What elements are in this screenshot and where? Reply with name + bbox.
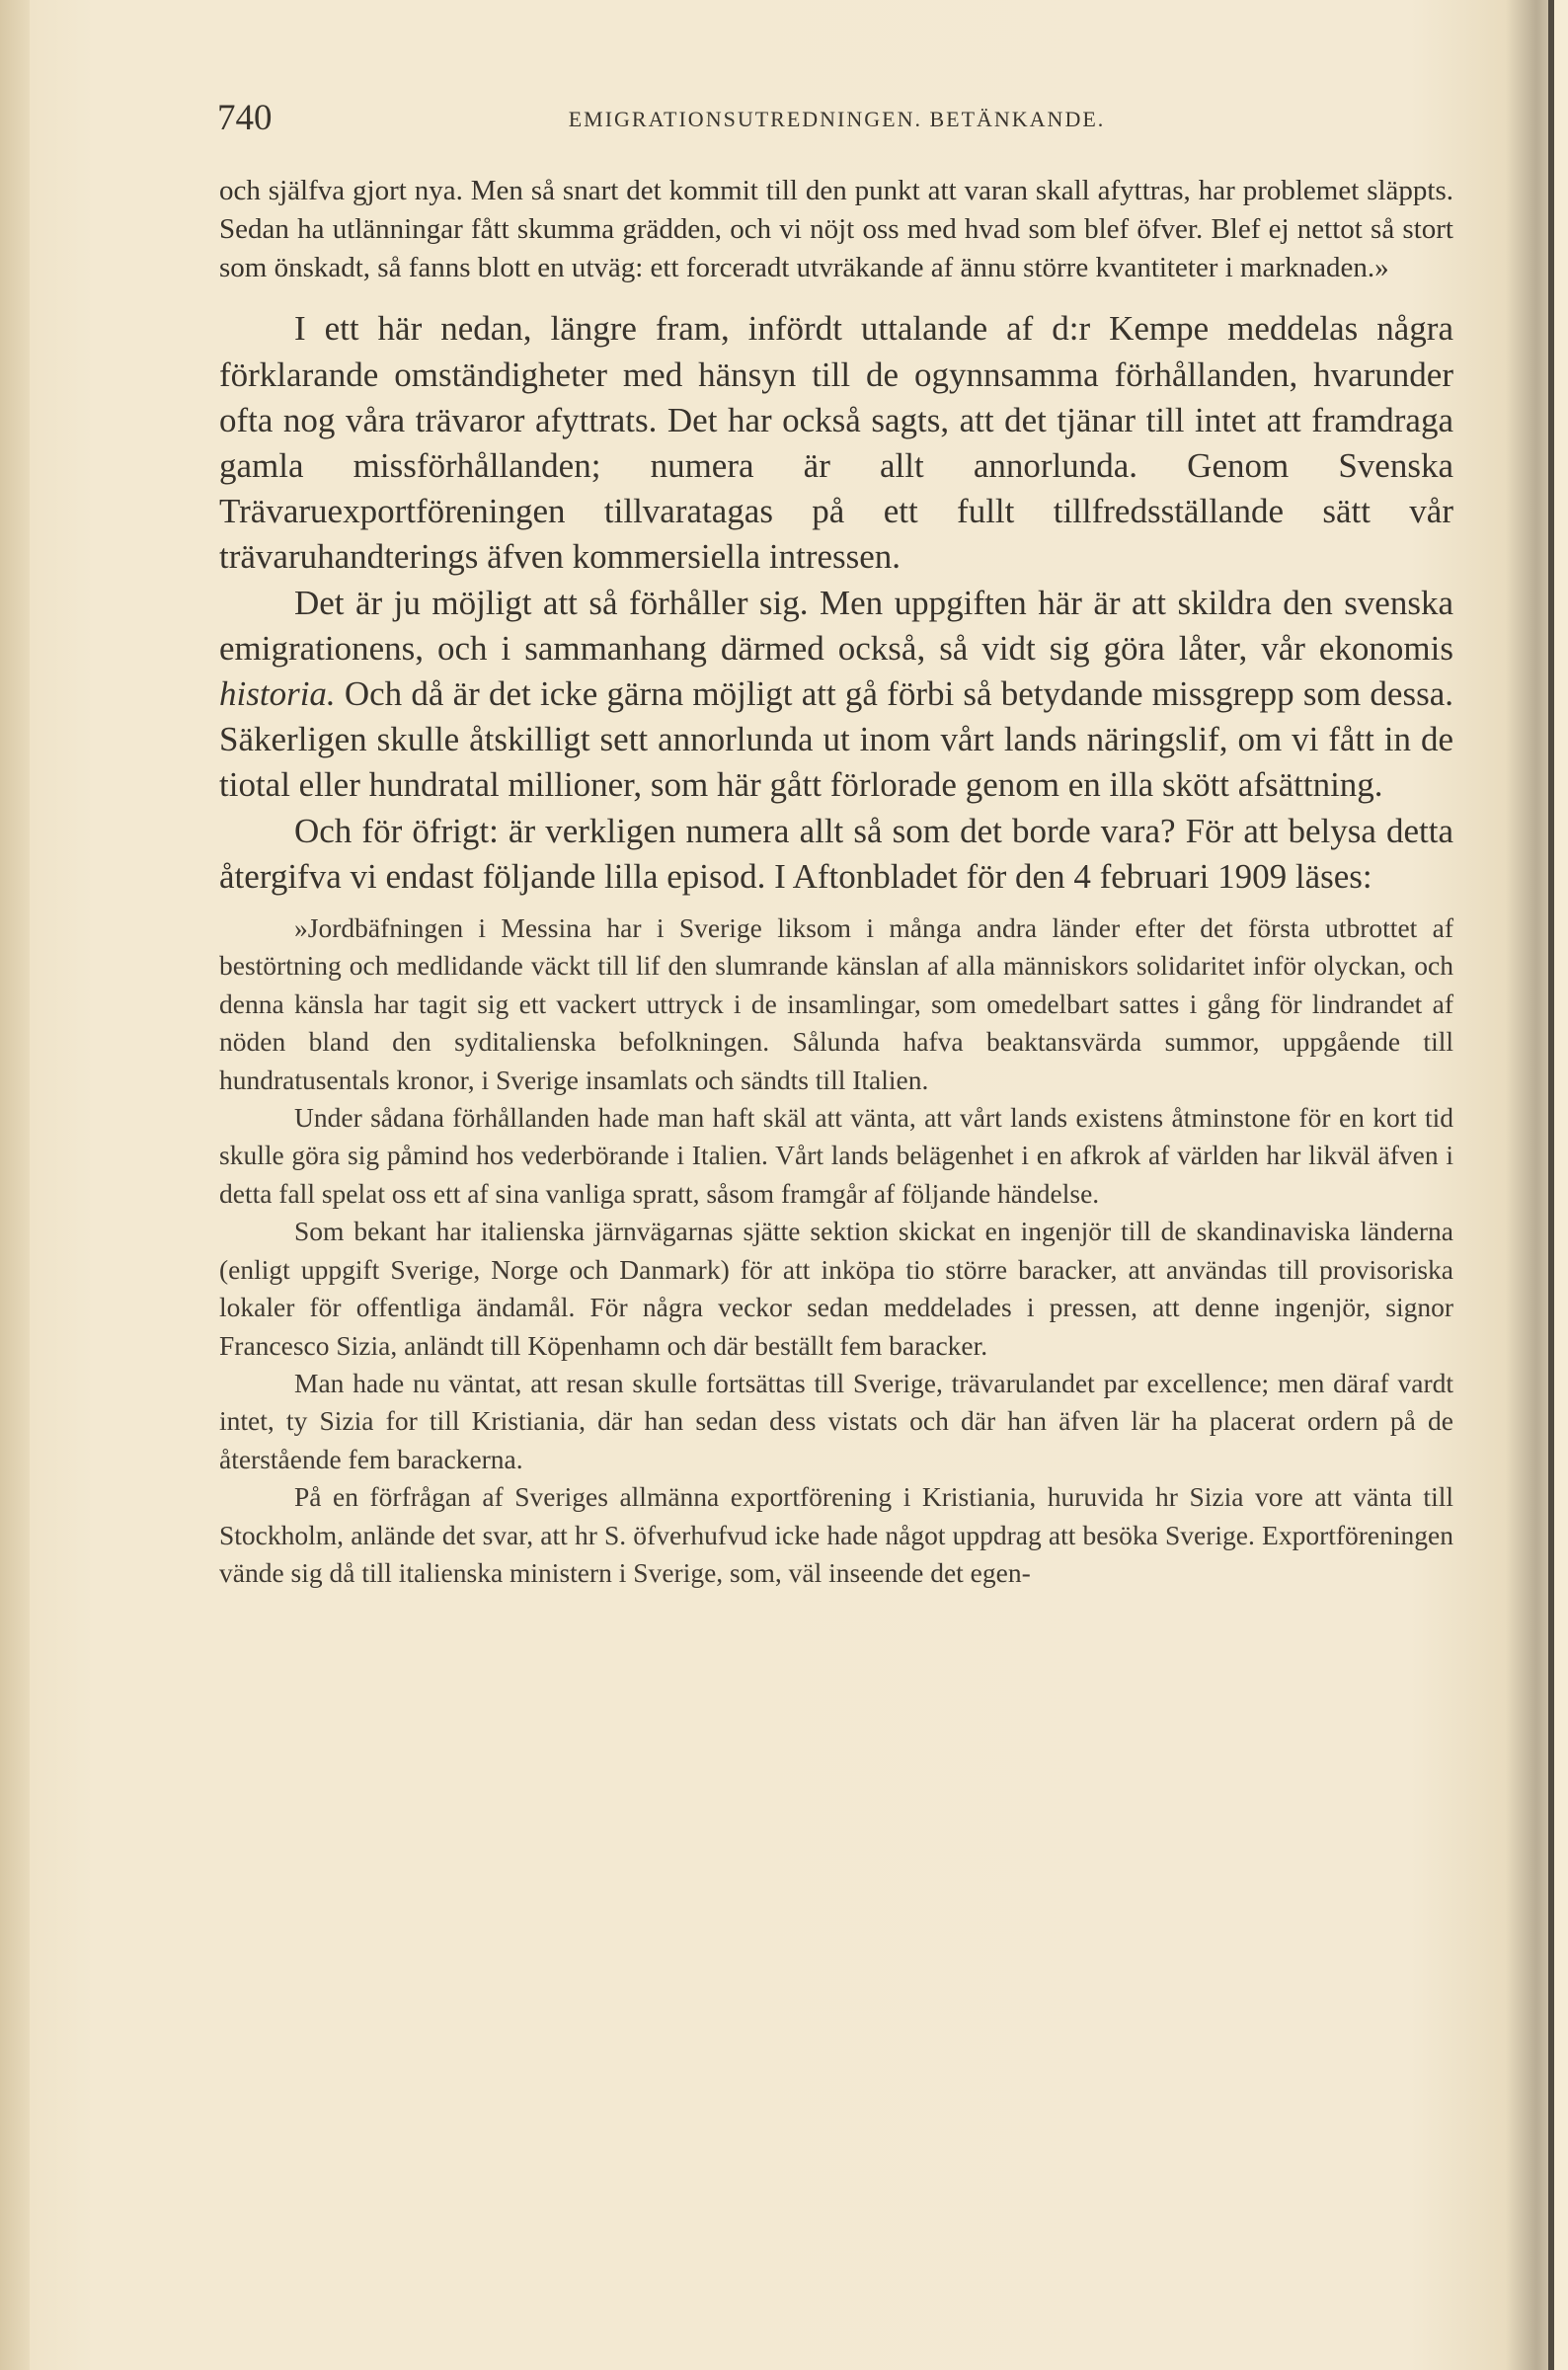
intro-quote-paragraph: och själfva gjort nya. Men så snart det kommit till den punkt att varan skall afyttras, har problemet släppts. Sedan ha utlänningar fått skumma grädden, och vi nöjt oss med hvad som blef öfver. Blef ej nettot så stort som önskadt, så fanns blott en utväg: ett forceradt utvräkande af ännu större kvantiteter i marknaden.» (219, 175, 1453, 283)
page-left-edge (0, 0, 30, 2370)
page-right-margin (1554, 0, 1568, 2370)
quote-paragraph-2: Under sådana förhållanden hade man haft skäl att vänta, att vårt lands existens åtminstone för en kort tid skulle göra sig påmind hos vederbörande i Italien. Vårt lands belägenhet i en afkrok af världen har likväl äfven i detta fall spelat oss ett af sina vanliga spratt, såsom framgår af följande händelse. (219, 1102, 1453, 1209)
paragraph-1: I ett här nedan, längre fram, infördt uttalande af d:r Kempe meddelas några förklarande omständigheter med hänsyn till de ogynnsamma förhållanden, hvarunder ofta nog våra trävaror afyttrats. Det har också sagts, att det tjänar till intet att framdraga gamla missförhållanden; numera är allt annorlunda. Genom Svenska Trävaruexportföreningen tillvaratagas på ett fullt tillfredsställande sätt vår trävaruhandterings äfven kommersiella intressen. (219, 309, 1453, 577)
page-header (217, 97, 1456, 156)
running-head: EMIGRATIONSUTREDNINGEN. BETÄNKANDE. (568, 107, 1106, 131)
paragraph-2-italic: historia. (219, 674, 336, 714)
quote-paragraph-5: På en förfrågan af Sveriges allmänna exportförening i Kristiania, huruvida hr Sizia vore att vänta till Stockholm, anlände det svar, att hr S. öfverhufvud icke hade något uppdrag att besöka Sverige. Exportföreningen vände sig då till italienska ministern i Sverige, som, väl inseende det egen- (219, 1481, 1453, 1588)
intro-quote-block (219, 172, 1453, 286)
quote-paragraph-4: Man hade nu väntat, att resan skulle fortsättas till Sverige, trävarulandet par excellence; men däraf vardt intet, ty Sizia for till Kristiania, där han sedan dess vistats och där han äfven lär ha placerat ordern på de återstående fem barackerna. (219, 1367, 1453, 1474)
main-text-block (219, 306, 1453, 900)
quote-paragraph-1: »Jordbäfningen i Messina har i Sverige liksom i många andra länder efter det första utbrottet af bestörtning och medlidande väckt till lif den slumrande känslan af alla människors solidaritet inför olyckan, och denna känsla har tagit sig ett vackert uttryck i de insamlingar, som omedelbart sattes i gång för lindrandet af nöden bland den syditalienska befolkningen. Sålunda hafva beaktansvärda summor, uppgående till hundratusentals kronor, i Sverige insamlats och sändts till Italien. (219, 912, 1453, 1095)
aftonbladet-quote-block (219, 909, 1453, 1592)
book-spine-shadow (1548, 0, 1554, 2370)
paragraph-2-start: Det är ju möjligt att så förhåller sig. Men uppgiften här är att skildra den svenska emigrationens, och i sammanhang därmed också, så vidt sig göra låter, vår ekonomis (219, 583, 1453, 668)
page-content (219, 172, 1453, 1592)
paragraph-2-end: Och då är det icke gärna möjligt att gå förbi så betydande missgrepp som dessa. Säkerligen skulle åtskilligt sett annorlunda ut inom vårt lands näringslif, om vi fått in de tiotal eller hundratal millioner, som här gått förlorade genom en illa skött afsättning. (219, 674, 1453, 805)
paragraph-2 (219, 581, 1453, 809)
quote-paragraph-3: Som bekant har italienska järnvägarnas sjätte sektion skickat en ingenjör till de skandinaviska länderna (enligt uppgift Sverige, Norge och Danmark) för att inköpa tio större baracker, att användas till provisoriska lokaler för offentliga ändamål. För några veckor sedan meddelades i pressen, att denne ingenjör, signor Francesco Sizia, anländt till Köpenhamn och där beställt fem baracker. (219, 1216, 1453, 1361)
page-number: 740 (217, 98, 273, 138)
paragraph-3: Och för öfrigt: är verkligen numera allt så som det borde vara? För att belysa detta återgifva vi endast följande lilla episod. I Aftonbladet för den 4 februari 1909 läses: (219, 811, 1453, 896)
